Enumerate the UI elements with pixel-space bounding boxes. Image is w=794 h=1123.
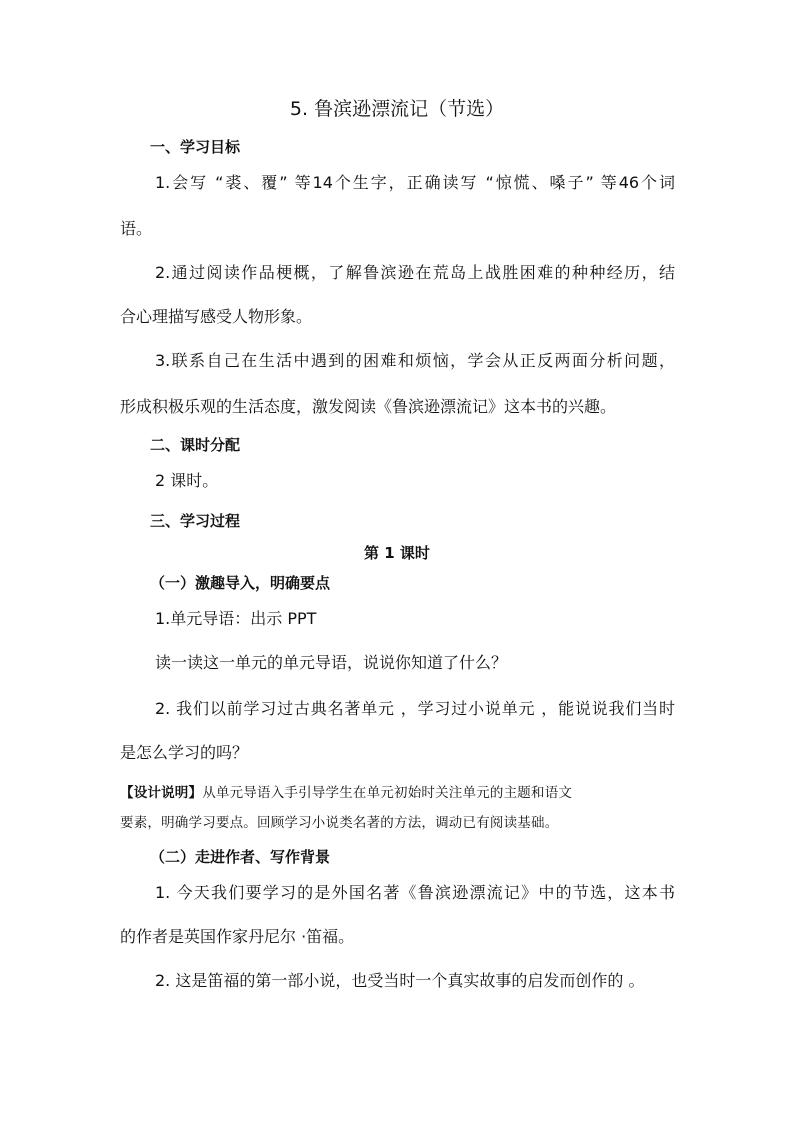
section-heading-process: 三、学习过程 — [150, 512, 241, 530]
part-1-item-1: 1.单元导语：出示 PPT — [155, 609, 317, 628]
goal-1-line-2: 语。 — [120, 219, 153, 238]
section-heading-goals: 一、学习目标 — [150, 138, 241, 156]
part-1-heading: （一）激趣导入，明确要点 — [150, 574, 331, 592]
part-2-item-1-line-2: 的作者是英国作家丹尼尔 ·笛福。 — [120, 927, 355, 946]
part-2-item-2: 2. 这是笛福的第一部小说，也受当时一个真实故事的启发而创作的 。 — [155, 971, 645, 990]
design-note-line-2: 要素，明确学习要点。回顾学习小说类名著的方法，调动已有阅读基础。 — [120, 815, 559, 831]
goal-1-line-1: 1.会写 “裘、覆” 等14个生字，正确读写 “惊慌、嗓子” 等46个词 — [155, 173, 675, 192]
page-title: 5. 鲁滨逊漂流记（节选） — [289, 98, 505, 120]
part-1-item-2-line-2: 是怎么学习的吗？ — [120, 743, 249, 762]
goal-2-line-2: 合心理描写感受人物形象。 — [120, 307, 313, 326]
part-2-item-1-line-1: 1. 今天我们要学习的是外国名著《鲁滨逊漂流记》中的节选，这本书 — [155, 883, 675, 902]
goal-3-line-2: 形成积极乐观的生活态度，激发阅读《鲁滨逊漂流记》这本书的兴趣。 — [120, 397, 617, 416]
goal-3-line-1: 3.联系自己在生活中遇到的困难和烦恼，学会从正反两面分析问题， — [155, 351, 675, 370]
goal-2-line-1: 2.通过阅读作品梗概，了解鲁滨逊在荒岛上战胜困难的种种经历，结 — [155, 263, 675, 282]
part-2-heading: （二）走进作者、写作背景 — [150, 848, 331, 866]
schedule-text: 2 课时。 — [155, 471, 219, 490]
section-heading-schedule: 二、课时分配 — [150, 436, 241, 454]
design-note-line-1 — [120, 782, 676, 804]
lesson-title: 第 1 课时 — [364, 544, 430, 562]
part-1-item-1-sub: 读一读这一单元的单元导语，说说你知道了什么？ — [155, 653, 508, 672]
part-1-item-2-line-1: 2. 我们以前学习过古典名著单元 ，学习过小说单元 ，能说说我们当时 — [155, 699, 675, 718]
design-note-label: 【设计说明】 — [120, 785, 203, 801]
design-note-text-1: 从单元导语入手引导学生在单元初始时关注单元的主题和语文 — [202, 785, 573, 801]
